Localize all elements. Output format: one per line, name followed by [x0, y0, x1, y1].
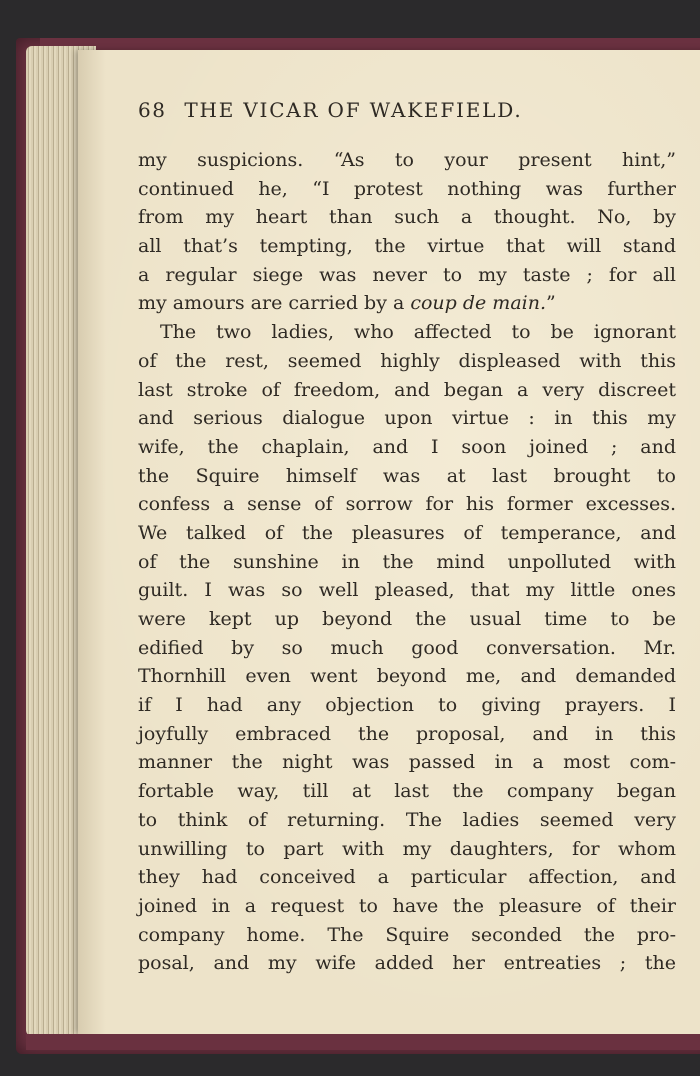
text-line: if I had any objection to giving prayers. I	[138, 694, 676, 717]
line-text: my amours are carried by a	[138, 292, 411, 315]
text-line: joyfully embraced the proposal, and in this	[138, 722, 676, 745]
text-line: edified by so much good conversation. Mr.	[138, 636, 676, 659]
text-line: were kept up beyond the usual time to be	[138, 608, 676, 630]
text-line-paragraph-start: The two ladies, who affected to be ignorant	[160, 321, 676, 344]
closing-quote: ”	[546, 292, 556, 315]
text-line: last stroke of freedom, and began a very discreet	[138, 378, 676, 401]
text-line-paragraph-end	[138, 289, 676, 318]
running-header	[138, 98, 522, 122]
text-line: my suspicions. “As to your present hint,”	[138, 149, 676, 171]
book-cover-bottom-edge	[26, 1034, 700, 1050]
text-line: company home. The Squire seconded the pro-	[138, 923, 676, 946]
text-line: continued he, “I protest nothing was further	[138, 177, 676, 200]
text-line: of the sunshine in the mind unpolluted with	[138, 550, 676, 573]
text-line: they had conceived a particular affection, and	[138, 866, 676, 889]
text-line: fortable way, till at last the company began	[138, 780, 676, 803]
text-line: Thornhill even went beyond me, and demanded	[138, 665, 676, 688]
text-line: all that’s tempting, the virtue that will stand	[138, 235, 676, 258]
page-number: 68	[138, 98, 167, 122]
text-line: unwilling to part with my daughters, for whom	[138, 837, 676, 860]
italic-phrase: coup de main.	[410, 292, 547, 315]
text-line: We talked of the pleasures of temperance, and	[138, 521, 676, 544]
text-line: manner the night was passed in a most com-	[138, 751, 676, 774]
text-line: a regular siege was never to my taste ; for all	[138, 263, 676, 286]
text-line: joined in a request to have the pleasure of their	[138, 894, 676, 917]
text-line: guilt. I was so well pleased, that my little ones	[138, 579, 676, 602]
body-text	[138, 146, 676, 978]
text-line: of the rest, seemed highly displeased with this	[138, 349, 676, 372]
text-line: the Squire himself was at last brought to	[138, 464, 676, 487]
text-line: posal, and my wife added her entreaties ; the	[138, 952, 676, 975]
text-line: and serious dialogue upon virtue : in this my	[138, 407, 676, 430]
text-line: wife, the chaplain, and I soon joined ; and	[138, 435, 676, 458]
text-line: from my heart than such a thought. No, by	[138, 206, 676, 229]
running-title: THE VICAR OF WAKEFIELD.	[184, 98, 523, 122]
text-line: to think of returning. The ladies seemed very	[138, 808, 676, 831]
text-line: confess a sense of sorrow for his former excesses.	[138, 493, 676, 516]
